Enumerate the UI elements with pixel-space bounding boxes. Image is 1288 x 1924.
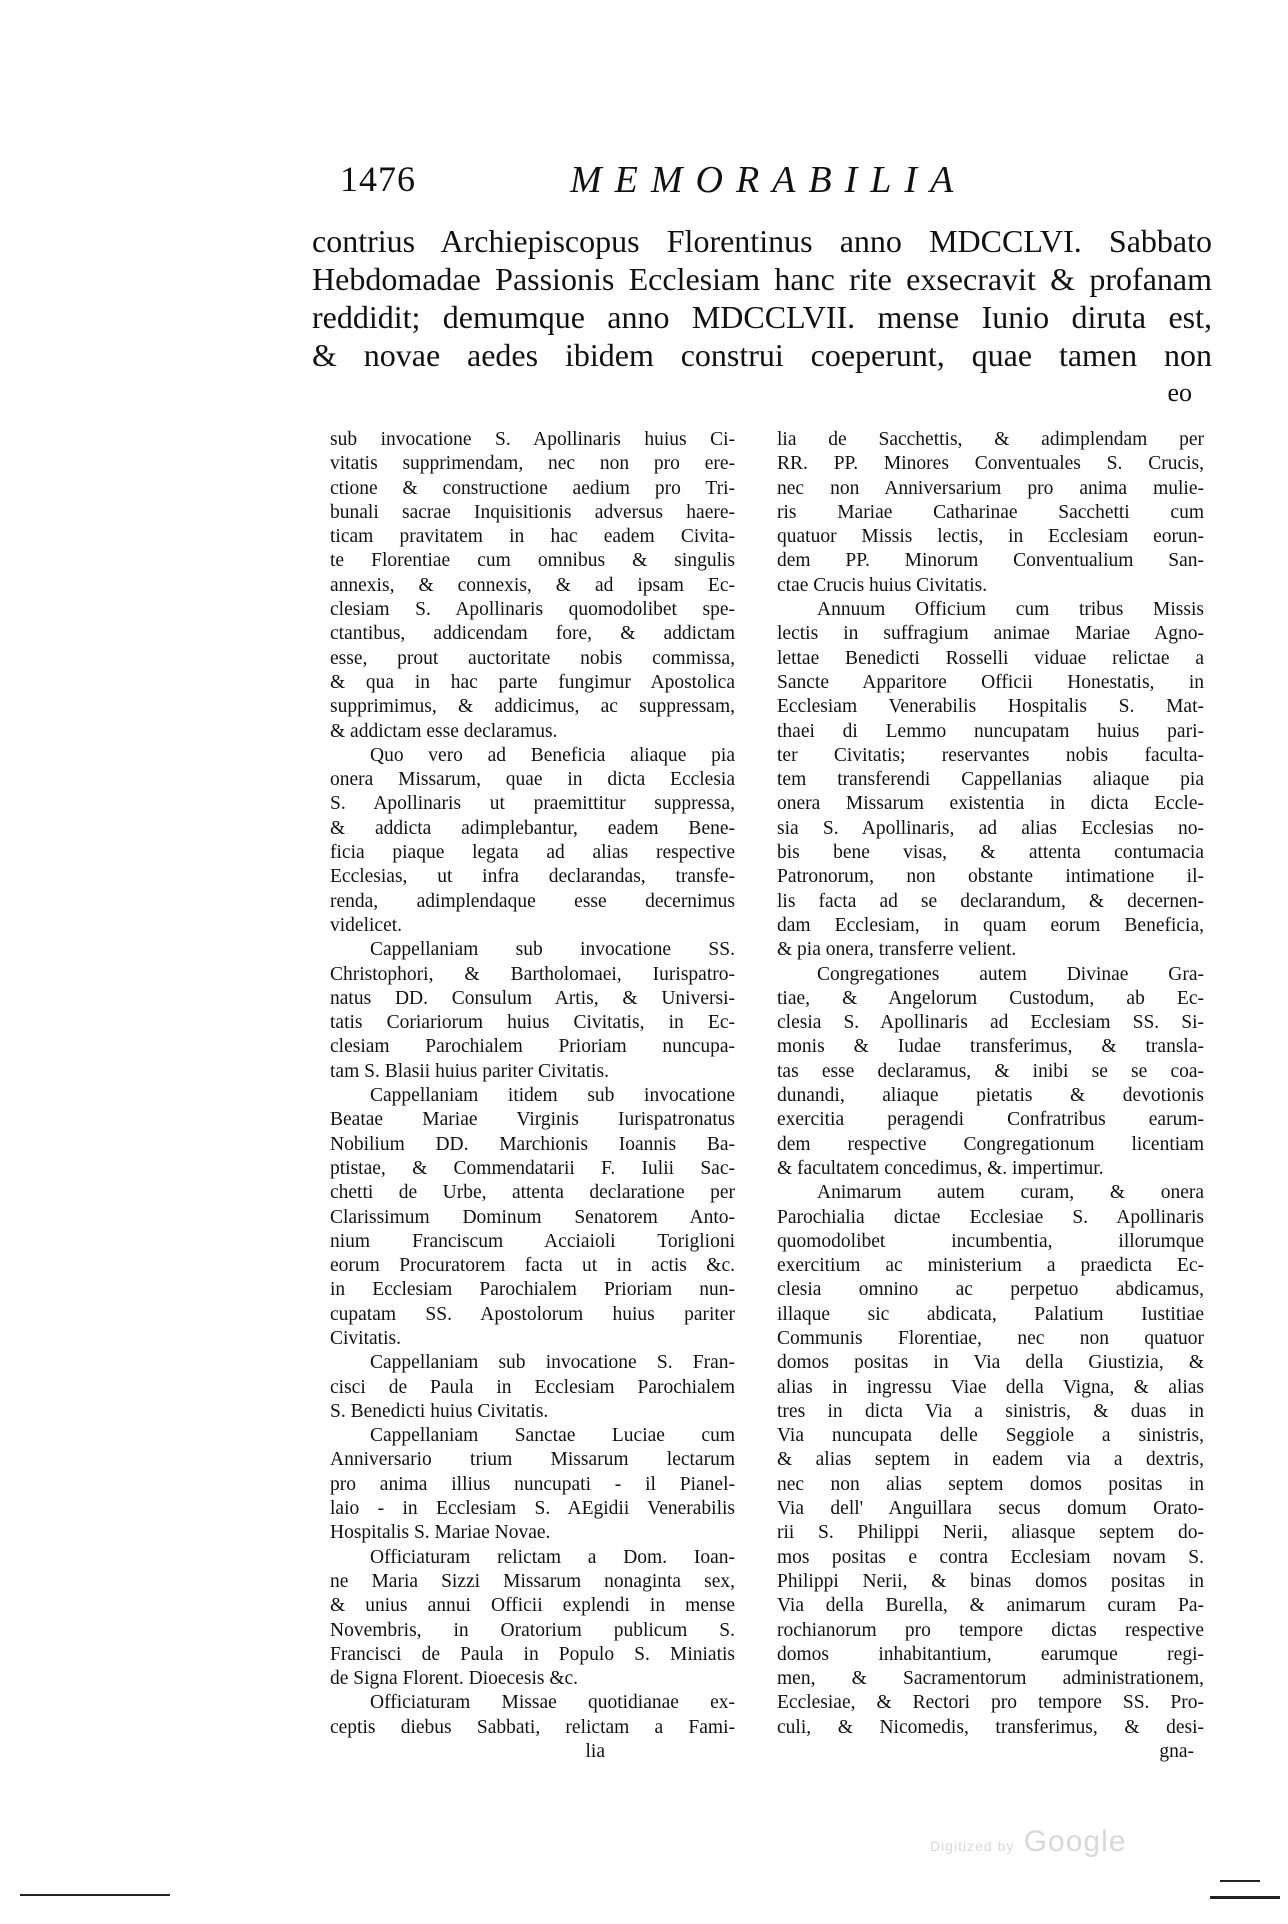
column-line: sia S. Apollinaris, ad alias Ecclesias no- xyxy=(777,817,1204,839)
digitized-watermark xyxy=(930,1825,1126,1859)
column-line: cupatam SS. Apostolorum huius pariter xyxy=(330,1303,735,1325)
column-line: Nobilium DD. Marchionis Ioannis Ba- xyxy=(330,1133,735,1155)
column-line: pro anima illius nuncupati - il Pianel- xyxy=(330,1473,735,1495)
column-line: Patronorum, non obstante intimatione il- xyxy=(777,866,1204,888)
column-line: lettae Benedicti Rosselli viduae relictae a xyxy=(777,647,1204,669)
column-line: ctione & constructione aedium pro Tri- xyxy=(330,477,735,499)
column-line: vitatis supprimendam, nec non pro ere- xyxy=(330,453,735,475)
column-line: & alias septem in eadem via a dextris, xyxy=(777,1449,1204,1471)
column-line: Via nuncupata delle Seggiole a sinistris, xyxy=(777,1425,1204,1447)
column-line: videlicet. xyxy=(330,914,403,936)
column-line: clesia omnino ac perpetuo abdicamus, xyxy=(777,1279,1204,1301)
column-line: Civitatis. xyxy=(330,1327,401,1349)
column-line: alias in ingressu Viae della Vigna, & alias xyxy=(777,1376,1204,1398)
column-line: clesia S. Apollinaris ad Ecclesiam SS. Si- xyxy=(777,1012,1204,1034)
column-line: ne Maria Sizzi Missarum nonaginta sex, xyxy=(330,1570,735,1592)
column-line: lis facta ad se declarandum, & decernen- xyxy=(777,890,1204,912)
column-line: & qua in hac parte fungimur Apostolica xyxy=(330,671,735,693)
column-line: annexis, & connexis, & ad ipsam Ec- xyxy=(330,574,735,596)
column-line: & unius annui Officii explendi in mense xyxy=(330,1595,735,1617)
column-line: esse, prout auctoritate nobis commissa, xyxy=(330,647,735,669)
column-line: ctantibus, addicendam fore, & addictam xyxy=(330,623,735,645)
column-line: Quo vero ad Beneficia aliaque pia xyxy=(370,744,735,766)
column-line: laio - in Ecclesiam S. AEgidii Venerabilis xyxy=(330,1498,735,1520)
column-line: Cappellaniam itidem sub invocatione xyxy=(370,1085,735,1107)
column-line: clesiam Parochialem Prioriam nuncupa- xyxy=(330,1036,735,1058)
column-line: Congregationes autem Divinae Gra- xyxy=(817,963,1204,985)
column-line: ficia piaque legata ad alias respective xyxy=(330,842,735,864)
column-line: Hospitalis S. Mariae Novae. xyxy=(330,1522,551,1544)
column-line: Annuum Officium cum tribus Missis xyxy=(817,599,1204,621)
column-line: S. Apollinaris ut praemittitur suppressa, xyxy=(330,793,735,815)
column-line: Via della Burella, & animarum curam Pa- xyxy=(777,1595,1204,1617)
column-line: ticam pravitatem in hac eadem Civita- xyxy=(330,526,735,548)
intro-paragraph xyxy=(312,222,1212,412)
column-line: & addictam esse declaramus. xyxy=(330,720,558,742)
column-line: nium Franciscum Acciaioli Toriglioni xyxy=(330,1230,735,1252)
column-line: Ecclesias, ut infra declarandas, transfe- xyxy=(330,866,735,888)
column-line: S. Benedicti huius Civitatis. xyxy=(330,1400,549,1422)
intro-line: Hebdomadae Passionis Ecclesiam hanc rite exsecravit & profanam xyxy=(312,261,1212,297)
column-line: Cappellaniam Sanctae Luciae cum xyxy=(370,1425,735,1447)
column-line: ptistae, & Commendatarii F. Iulii Sac- xyxy=(330,1157,735,1179)
column-line: Ecclesiam Venerabilis Hospitalis S. Mat- xyxy=(777,696,1204,718)
column-line: onera Missarum existentia in dicta Eccle- xyxy=(777,793,1204,815)
right-column xyxy=(777,428,1204,1764)
column-line: de Signa Florent. Dioecesis &c. xyxy=(330,1668,579,1690)
column-line: domos inhabitantium, earumque regi- xyxy=(777,1643,1204,1665)
column-line: dunandi, aliaque pietatis & devotionis xyxy=(777,1085,1204,1107)
column-line: Via dell' Anguillara secus domum Orato- xyxy=(777,1498,1204,1520)
column-line: lectis in suffragium animae Mariae Agno- xyxy=(777,623,1204,645)
column-line: lia de Sacchettis, & adimplendam per xyxy=(777,429,1204,450)
column-line: Ecclesiae, & Rectori pro tempore SS. Pro- xyxy=(777,1692,1204,1714)
column-line: tiae, & Angelorum Custodum, ab Ec- xyxy=(777,987,1204,1009)
watermark-brand: Google xyxy=(1023,1825,1127,1858)
column-line: Parochialia dictae Ecclesiae S. Apollinaris xyxy=(777,1206,1204,1228)
column-line: Philippi Nerii, & binas domos positas in xyxy=(777,1570,1204,1592)
column-line: natus DD. Consulum Artis, & Universi- xyxy=(330,987,735,1009)
column-line: Cappellaniam sub invocatione SS. xyxy=(370,939,735,961)
column-line: Novembris, in Oratorium publicum S. xyxy=(330,1619,735,1641)
column-line: rochianorum pro tempore dictas respective xyxy=(777,1619,1204,1641)
scan-edge-mark xyxy=(1220,1880,1260,1882)
page-number: 1476 xyxy=(340,159,416,199)
column-line: Officiaturam relictam a Dom. Ioan- xyxy=(370,1546,735,1568)
intro-line: & novae aedes ibidem construi coeperunt, quae tamen non xyxy=(312,337,1212,373)
running-title: MEMORABILIA xyxy=(570,159,967,201)
column-line: nec non Anniversarium pro anima mulie- xyxy=(777,477,1204,499)
column-line: chetti de Urbe, attenta declaratione per xyxy=(330,1182,735,1204)
column-line: dem PP. Minorum Conventualium San- xyxy=(777,550,1204,572)
page-header xyxy=(340,158,1020,208)
column-line: tatis Coriariorum huius Civitatis, in Ec- xyxy=(330,1012,735,1034)
column-line: exercitium ac ministerium a praedicta Ec- xyxy=(777,1255,1204,1277)
column-line: dam Ecclesiam, in quam eorum Beneficia, xyxy=(777,914,1204,936)
column-line: renda, adimplendaque esse decernimus xyxy=(330,890,735,912)
column-line: Clarissimum Dominum Senatorem Anto- xyxy=(330,1206,735,1228)
column-line: Beatae Mariae Virginis Iurispatronatus xyxy=(330,1109,735,1131)
column-line: & facultatem concedimus, &. impertimur. xyxy=(777,1157,1104,1179)
column-line: domos positas in Via della Giustizia, & xyxy=(777,1352,1204,1374)
column-line: quomodolibet incumbentia, illorumque xyxy=(777,1230,1204,1252)
scan-edge-mark xyxy=(1210,1896,1280,1899)
column-line: ceptis diebus Sabbati, relictam a Fami- xyxy=(330,1716,735,1738)
intro-line: reddidit; demumque anno MDCCLVII. mense Iunio diruta est, xyxy=(312,299,1212,335)
column-line: bunali sacrae Inquisitionis adversus haere- xyxy=(330,501,735,523)
column-line: ctae Crucis huius Civitatis. xyxy=(777,574,988,596)
column-line: thaei di Lemmo nuncupatam huius pari- xyxy=(777,720,1204,742)
column-line: te Florentiae cum omnibus & singulis xyxy=(330,550,735,572)
column-line: men, & Sacramentorum administrationem, xyxy=(777,1668,1204,1690)
column-line: dem respective Congregationum licentiam xyxy=(777,1133,1204,1155)
column-line: ris Mariae Catharinae Sacchetti cum xyxy=(777,501,1204,523)
column-catchword: gna- xyxy=(1159,1741,1194,1763)
column-line: Sancte Apparitore Officii Honestatis, in xyxy=(777,671,1204,693)
column-line: onera Missarum, quae in dicta Ecclesia xyxy=(330,769,735,791)
column-line: Animarum autem curam, & onera xyxy=(817,1182,1204,1204)
column-line: ter Civitatis; reservantes nobis faculta- xyxy=(777,744,1204,766)
column-line: & pia onera, transferre velient. xyxy=(777,939,1017,961)
column-line: tres in dicta Via a sinistris, & duas in xyxy=(777,1400,1204,1422)
column-line: sub invocatione S. Apollinaris huius Ci- xyxy=(330,429,735,450)
column-line: bis bene visas, & attenta contumacia xyxy=(777,842,1204,864)
column-line: tam S. Blasii huius pariter Civitatis. xyxy=(330,1060,609,1082)
column-line: clesiam S. Apollinaris quomodolibet spe- xyxy=(330,599,735,621)
column-line: monis & Iudae transferimus, & transla- xyxy=(777,1036,1204,1058)
column-line: eorum Procuratorem facta ut in actis &c. xyxy=(330,1255,735,1277)
scan-edge-mark xyxy=(20,1894,170,1896)
column-line: tem transferendi Cappellanias aliaque pia xyxy=(777,769,1204,791)
column-line: tas esse declaramus, & inibi se se coa- xyxy=(777,1060,1204,1082)
column-catchword: lia xyxy=(585,1741,605,1763)
column-line: Francisci de Paula in Populo S. Miniatis xyxy=(330,1643,735,1665)
column-line: Anniversario trium Missarum lectarum xyxy=(330,1449,735,1471)
watermark-prefix: Digitized by xyxy=(930,1838,1015,1854)
intro-catchword: eo xyxy=(1167,378,1192,407)
column-line: Cappellaniam sub invocatione S. Fran- xyxy=(370,1352,735,1374)
column-line: nec non alias septem domos positas in xyxy=(777,1473,1204,1495)
column-line: quatuor Missis lectis, in Ecclesiam eorun- xyxy=(777,526,1204,548)
column-line: & addicta adimplebantur, eadem Bene- xyxy=(330,817,735,839)
column-line: Christophori, & Bartholomaei, Iurispatro- xyxy=(330,963,735,985)
intro-line: contrius Archiepiscopus Florentinus anno MDCCLVI. Sabbato xyxy=(312,223,1212,259)
column-line: mos positas e contra Ecclesiam novam S. xyxy=(777,1546,1204,1568)
column-line: RR. PP. Minores Conventuales S. Crucis, xyxy=(777,453,1204,475)
column-line: in Ecclesiam Parochialem Prioriam nun- xyxy=(330,1279,735,1301)
column-line: illaque sic abdicata, Palatium Iustitiae xyxy=(777,1303,1204,1325)
column-line: culi, & Nicomedis, transferimus, & desi- xyxy=(777,1716,1204,1738)
column-line: supprimimus, & addicimus, ac suppressam, xyxy=(330,696,735,718)
column-line: Communis Florentiae, nec non quatuor xyxy=(777,1327,1204,1349)
column-line: cisci de Paula in Ecclesiam Parochialem xyxy=(330,1376,735,1398)
column-line: Officiaturam Missae quotidianae ex- xyxy=(370,1692,735,1714)
left-column xyxy=(330,428,735,1764)
column-line: exercitia peragendi Confratribus earum- xyxy=(777,1109,1204,1131)
column-line: rii S. Philippi Nerii, aliasque septem do- xyxy=(777,1522,1204,1544)
